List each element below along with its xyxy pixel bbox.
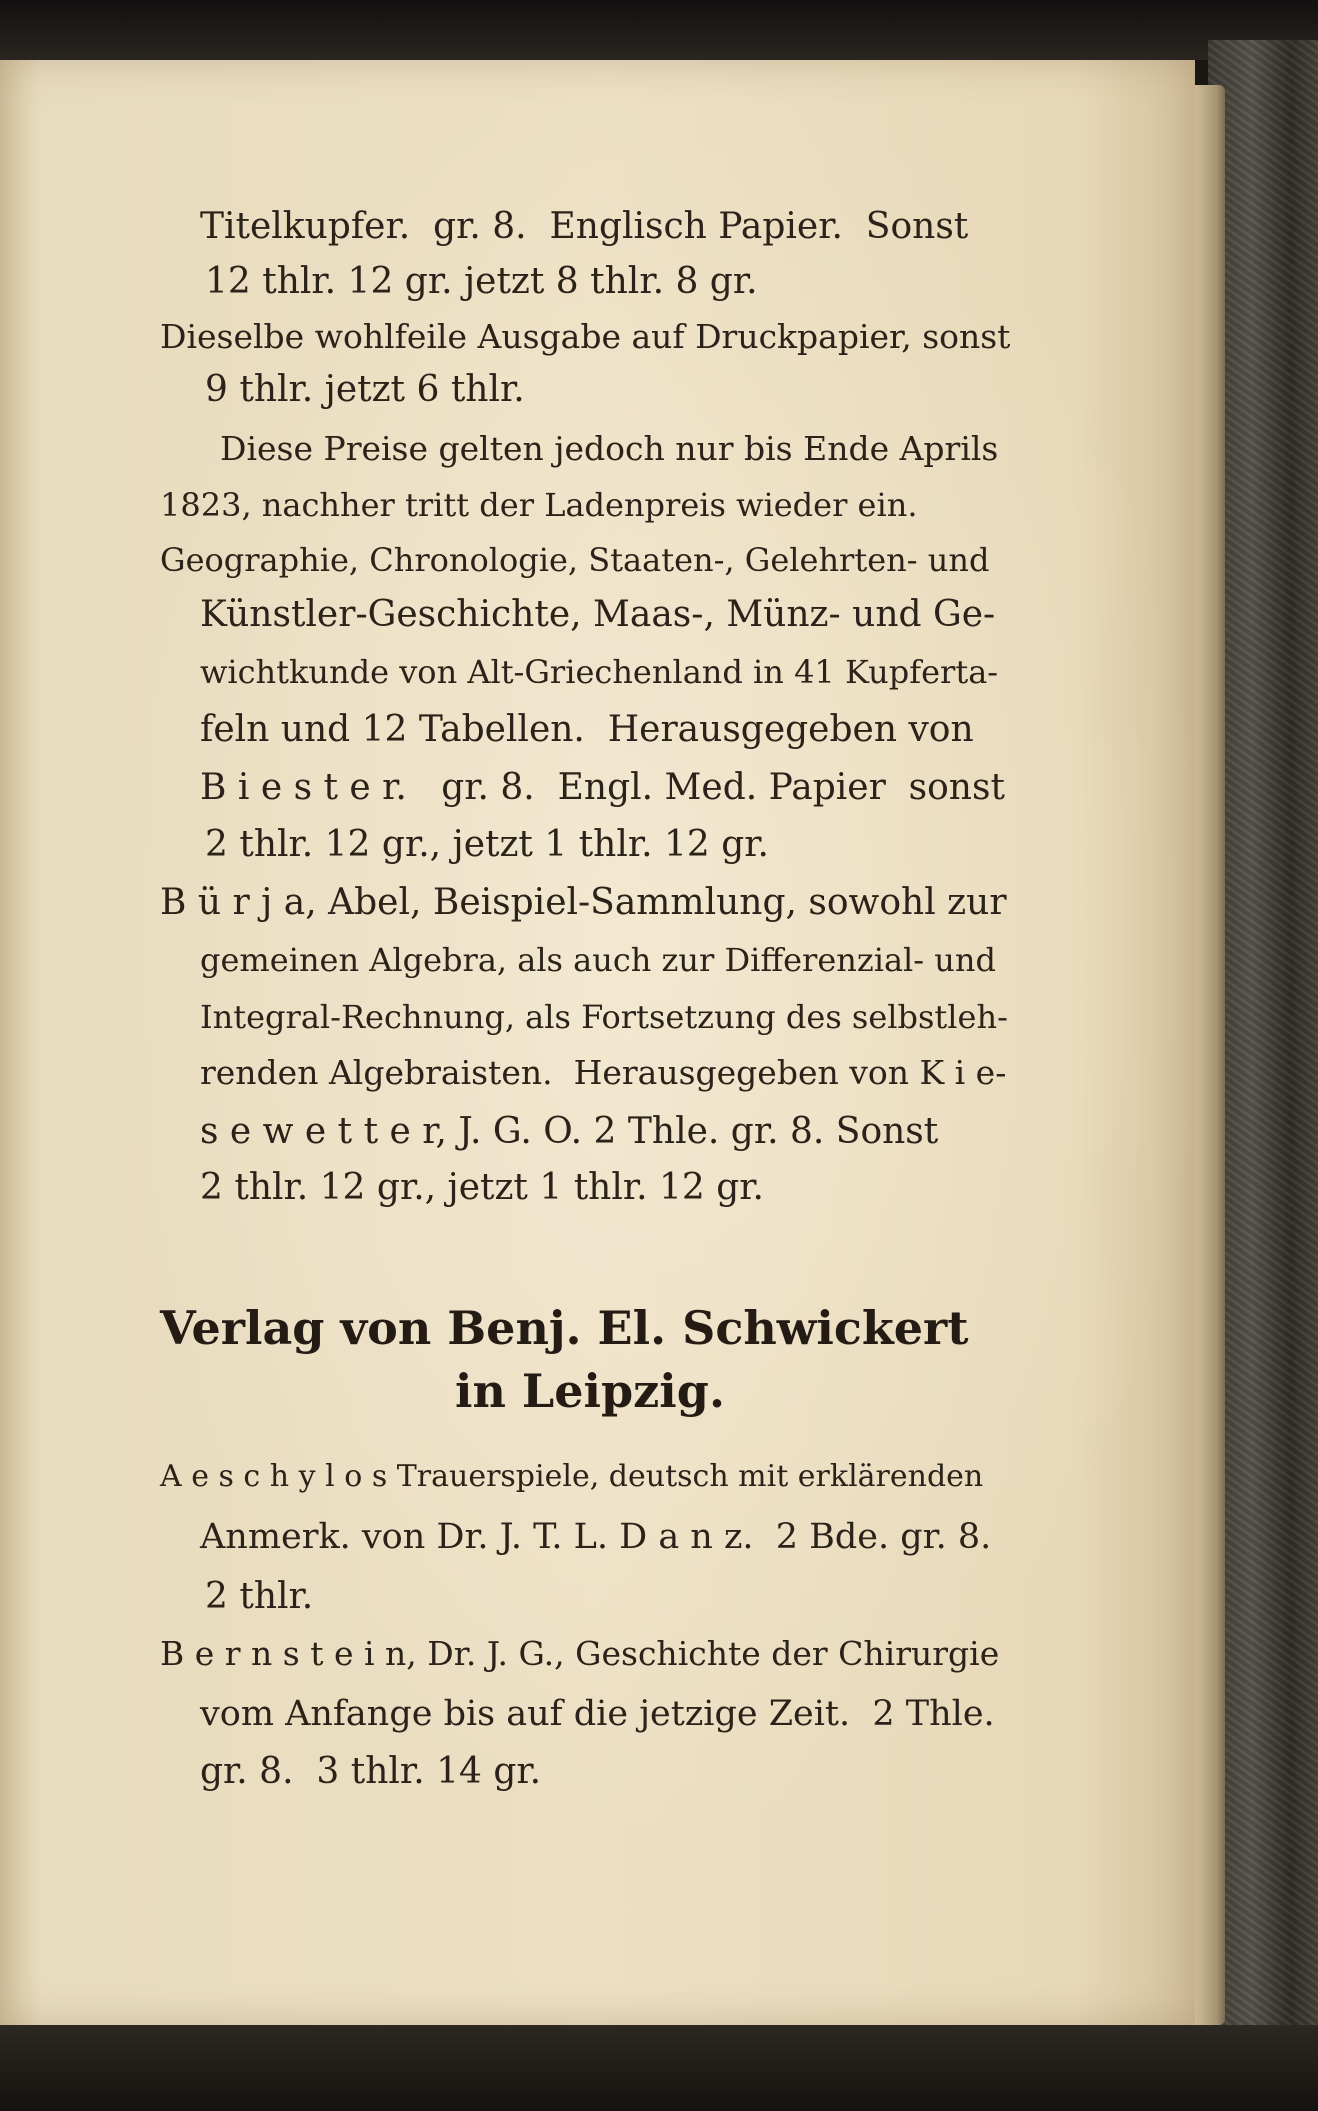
text-line: renden Algebraisten. Herausgegeben von K i e- [200, 1053, 1007, 1092]
text-line: vom Anfange bis auf die jetzige Zeit. 2 Thle. [200, 1694, 995, 1734]
text-line: 2 thlr. 12 gr., jetzt 1 thlr. 12 gr. [200, 1167, 764, 1208]
text-line: Diese Preise gelten jedoch nur bis Ende Aprils [220, 429, 999, 468]
text-line: Anmerk. von Dr. J. T. L. D a n z. 2 Bde. gr. 8. [200, 1517, 992, 1557]
text-line: Titelkupfer. gr. 8. Englisch Papier. Sonst [200, 206, 969, 247]
text-line: A e s c h y l o s Trauerspiele, deutsch mit erklärenden [160, 1459, 984, 1494]
text-line: 12 thlr. 12 gr. jetzt 8 thlr. 8 gr. [205, 261, 758, 302]
bottom-edge [0, 2025, 1318, 2111]
text-line: 2 thlr. [205, 1576, 314, 1617]
text-line: B i e s t e r. gr. 8. Engl. Med. Papier sonst [200, 767, 1005, 808]
section-heading-place: in Leipzig. [455, 1364, 725, 1418]
top-edge [0, 0, 1318, 60]
book-page [0, 60, 1195, 2025]
text-line: B ü r j a, Abel, Beispiel-Sammlung, sowohl zur [160, 882, 1007, 923]
text-line: Künstler-Geschichte, Maas-, Münz- und Ge- [200, 594, 996, 635]
text-line: wichtkunde von Alt-Griechenland in 41 Kupferta- [200, 653, 999, 691]
text-line: 1823, nachher tritt der Ladenpreis wieder ein. [160, 486, 918, 524]
text-line: gr. 8. 3 thlr. 14 gr. [200, 1751, 542, 1792]
text-line: gemeinen Algebra, als auch zur Differenzial- und [200, 941, 996, 979]
text-line: s e w e t t e r, J. G. O. 2 Thle. gr. 8. Sonst [200, 1111, 939, 1152]
section-heading: Verlag von Benj. El. Schwickert [160, 1301, 969, 1355]
text-line: Integral-Rechnung, als Fortsetzung des selbstleh- [200, 998, 1008, 1036]
text-line: 9 thlr. jetzt 6 thlr. [205, 369, 525, 410]
text-line: Geographie, Chronologie, Staaten-, Gelehrten- und [160, 541, 990, 579]
text-line: feln und 12 Tabellen. Herausgegeben von [200, 709, 974, 750]
text-line: Dieselbe wohlfeile Ausgabe auf Druckpapier, sonst [160, 317, 1011, 356]
text-line: 2 thlr. 12 gr., jetzt 1 thlr. 12 gr. [205, 824, 769, 865]
text-line: B e r n s t e i n, Dr. J. G., Geschichte der Chirurgie [160, 1634, 1000, 1673]
